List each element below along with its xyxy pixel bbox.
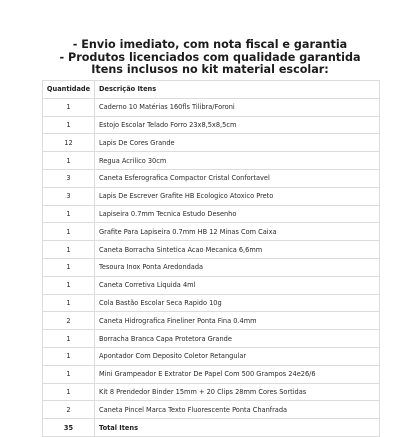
table-row bbox=[43, 134, 380, 152]
header-description: Descrição Itens bbox=[95, 81, 380, 99]
table-row bbox=[43, 347, 380, 365]
total-row bbox=[43, 419, 380, 437]
total-label: Total Itens bbox=[95, 419, 380, 437]
table-row bbox=[43, 116, 380, 134]
table-row bbox=[43, 152, 380, 170]
row-description: Grafite Para Lapiseira 0.7mm HB 12 Minas Com Caixa bbox=[95, 223, 380, 241]
row-description: Cola Bastão Escolar Seca Rapido 10g bbox=[95, 294, 380, 312]
row-quantity: 3 bbox=[43, 187, 95, 205]
row-description: Lapis De Escrever Grafite HB Ecologico Atoxico Preto bbox=[95, 187, 380, 205]
heading-line-items-included: Itens inclusos no kit material escolar: bbox=[91, 63, 329, 77]
table-row bbox=[43, 276, 380, 294]
row-description: Caneta Pincel Marca Texto Fluorescente Ponta Chanfrada bbox=[95, 401, 380, 419]
table-row bbox=[43, 258, 380, 276]
heading-line-shipping: - Envio imediato, com nota fiscal e garantia bbox=[72, 38, 348, 51]
items-table bbox=[42, 80, 380, 437]
table-row bbox=[43, 205, 380, 223]
row-quantity: 1 bbox=[43, 241, 95, 259]
table-row bbox=[43, 383, 380, 401]
row-description: Regua Acrilico 30cm bbox=[95, 152, 380, 170]
row-quantity: 1 bbox=[43, 365, 95, 383]
table-row bbox=[43, 187, 380, 205]
row-quantity: 1 bbox=[43, 152, 95, 170]
row-quantity: 1 bbox=[43, 276, 95, 294]
table-header-row bbox=[43, 81, 380, 99]
row-quantity: 1 bbox=[43, 258, 95, 276]
row-description: Caneta Hidrografica Fineliner Ponta Fina 0.4mm bbox=[95, 312, 380, 330]
row-quantity: 2 bbox=[43, 312, 95, 330]
row-quantity: 1 bbox=[43, 223, 95, 241]
table-row bbox=[43, 223, 380, 241]
row-quantity: 1 bbox=[43, 383, 95, 401]
row-description: Mini Grampeador E Extrator De Papel Com 500 Grampos 24e26/6 bbox=[95, 365, 380, 383]
table-row bbox=[43, 169, 380, 187]
table-row bbox=[43, 401, 380, 419]
total-quantity: 35 bbox=[43, 419, 95, 437]
table-row bbox=[43, 312, 380, 330]
row-description: Caneta Esferografica Compactor Cristal Confortavel bbox=[95, 169, 380, 187]
row-description: Caneta Corretiva Liquida 4ml bbox=[95, 276, 380, 294]
row-quantity: 1 bbox=[43, 347, 95, 365]
row-quantity: 1 bbox=[43, 116, 95, 134]
heading-line-licensed: - Produtos licenciados com qualidade garantida bbox=[59, 50, 361, 64]
row-quantity: 1 bbox=[43, 205, 95, 223]
row-description: Kit 8 Prendedor Binder 15mm + 20 Clips 28mm Cores Sortidas bbox=[95, 383, 380, 401]
table-row bbox=[43, 294, 380, 312]
row-quantity: 1 bbox=[43, 294, 95, 312]
row-quantity: 1 bbox=[43, 330, 95, 348]
row-description: Estojo Escolar Telado Forro 23x8,5x8,5cm bbox=[95, 116, 380, 134]
table-row bbox=[43, 365, 380, 383]
table-row bbox=[43, 330, 380, 348]
heading-block bbox=[0, 39, 420, 77]
table-row bbox=[43, 98, 380, 116]
row-quantity: 1 bbox=[43, 98, 95, 116]
table-row bbox=[43, 241, 380, 259]
row-description: Caderno 10 Matérias 160fls Tilibra/Foroni bbox=[95, 98, 380, 116]
row-description: Apontador Com Deposito Coletor Retangular bbox=[95, 347, 380, 365]
row-description: Lapiseira 0.7mm Tecnica Estudo Desenho bbox=[95, 205, 380, 223]
row-description: Tesoura Inox Ponta Aredondada bbox=[95, 258, 380, 276]
row-description: Lapis De Cores Grande bbox=[95, 134, 380, 152]
row-quantity: 2 bbox=[43, 401, 95, 419]
row-quantity: 3 bbox=[43, 169, 95, 187]
header-quantity: Quantidade bbox=[43, 81, 95, 99]
row-description: Caneta Borracha Sintetica Acao Mecanica 6,6mm bbox=[95, 241, 380, 259]
items-table-body bbox=[43, 98, 380, 436]
row-description: Borracha Branca Capa Protetora Grande bbox=[95, 330, 380, 348]
row-quantity: 12 bbox=[43, 134, 95, 152]
